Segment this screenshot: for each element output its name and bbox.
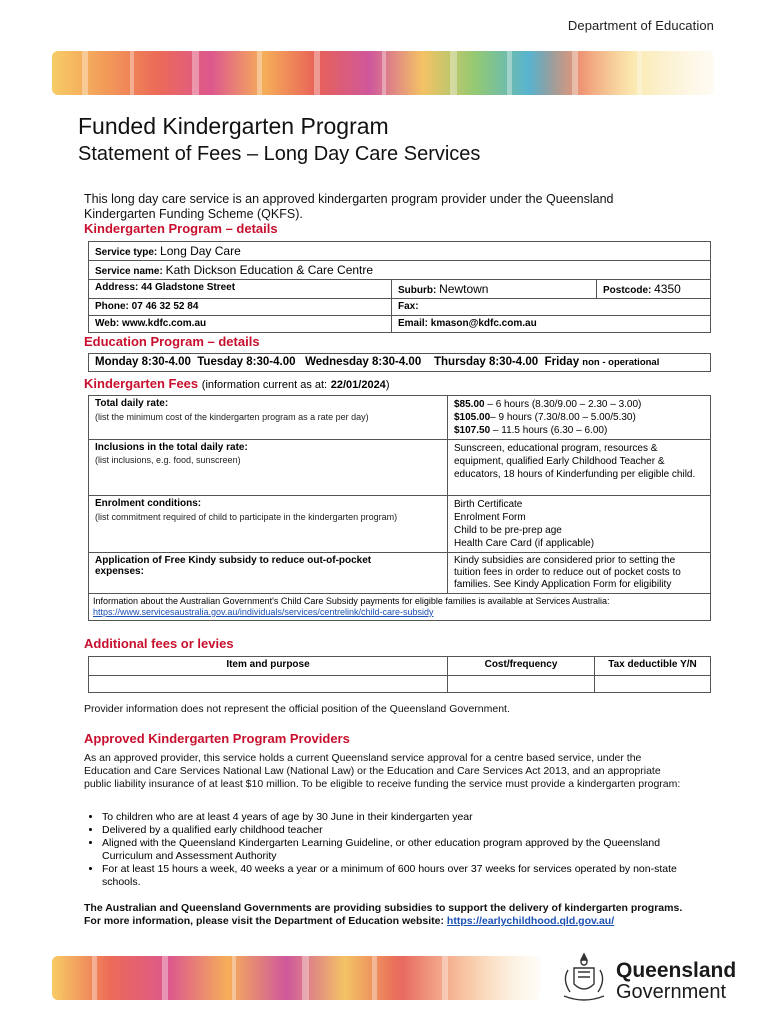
fees-info-date: 22/01/2024 bbox=[330, 379, 386, 391]
inclusions-value: Sunscreen, educational program, resources & equipment, qualified Early Childhood Teacher & educators, 18 hours of Kinderfunding per eligible child. bbox=[448, 440, 711, 496]
tuesday-hours: Tuesday 8:30-4.00 bbox=[197, 356, 296, 368]
ccs-link[interactable]: https://www.servicesaustralia.gov.au/individuals/services/centrelink/child-care-subsidy bbox=[93, 607, 434, 617]
education-heading: Education Program – details bbox=[84, 334, 260, 349]
logo-line2: Government bbox=[616, 981, 727, 1003]
coat-of-arms-icon bbox=[558, 950, 610, 1006]
daily-rate-label: Total daily rate: bbox=[95, 398, 169, 409]
phone-cell: Phone: 07 46 32 52 84 bbox=[89, 299, 392, 316]
enrolment-item: Birth Certificate bbox=[454, 499, 523, 510]
service-type-cell bbox=[89, 242, 711, 261]
watercolor-banner-graphic bbox=[52, 47, 714, 99]
top-banner bbox=[52, 47, 714, 99]
daily-rate-values bbox=[448, 396, 711, 440]
fees-heading: Kindergarten Fees bbox=[84, 376, 199, 391]
thursday-hours: Thursday 8:30-4.00 bbox=[434, 356, 539, 368]
col-item-header: Item and purpose bbox=[89, 657, 448, 676]
bottom-banner bbox=[52, 952, 540, 1004]
rate1-amount: $85.00 bbox=[454, 399, 485, 410]
intro-text: This long day care service is an approved kindergarten program provider under the Queensland Kindergarten Funding Scheme (QKFS). bbox=[84, 192, 614, 221]
footer-note-text: The Australian and Queensland Governments are providing subsidies to support the delivery of kindergarten programs. For more information, please visit the Department of Education website: bbox=[84, 902, 683, 927]
service-name-label: Service name: bbox=[95, 266, 163, 277]
suburb-cell bbox=[392, 280, 597, 299]
ccs-info: Information about the Australian Government's Child Care Subsidy payments for eligible families is available at Services Australia: bbox=[93, 596, 610, 606]
kindy-label-cell bbox=[89, 553, 448, 594]
rate1-text: – 6 hours (8.30/9.00 – 2.30 – 3.00) bbox=[484, 399, 642, 410]
col-cost-header: Cost/frequency bbox=[448, 657, 595, 676]
wednesday-hours: Wednesday 8:30-4.00 bbox=[305, 356, 422, 368]
additional-heading: Additional fees or levies bbox=[84, 636, 234, 651]
rate2-text: – 9 hours (7.30/8.00 – 5.00/5.30) bbox=[490, 412, 636, 423]
program-details-heading: Kindergarten Program – details bbox=[84, 221, 278, 236]
service-type-value: Long Day Care bbox=[160, 244, 241, 258]
enrolment-item: Enrolment Form bbox=[454, 512, 526, 523]
list-item: • To children who are at least 4 years of age by 30 June in their kindergarten year bbox=[102, 811, 690, 824]
enrolment-note: (list commitment required of child to participate in the kindergarten program) bbox=[95, 512, 398, 522]
watercolor-banner-graphic bbox=[52, 952, 540, 1004]
disclaimer: Provider information does not represent the official position of the Queensland Government. bbox=[84, 703, 510, 715]
page-subtitle: Statement of Fees – Long Day Care Services bbox=[78, 143, 481, 165]
inclusions-label-cell bbox=[89, 440, 448, 496]
daily-rate-note: (list the minimum cost of the kindergarten program as a rate per day) bbox=[95, 412, 369, 422]
friday-note: non - operational bbox=[582, 357, 660, 368]
footer-note-link[interactable]: https://earlychildhood.qld.gov.au/ bbox=[446, 915, 615, 927]
fax-cell: Fax: bbox=[392, 299, 711, 316]
list-item: • Delivered by a qualified early childhood teacher bbox=[102, 824, 690, 837]
fees-heading-row bbox=[84, 376, 389, 391]
page-title: Funded Kindergarten Program bbox=[78, 113, 389, 139]
daily-rate-label-cell bbox=[89, 396, 448, 440]
enrolment-values bbox=[448, 496, 711, 553]
additional-fees-table bbox=[88, 656, 711, 693]
fees-info-suffix: ) bbox=[385, 379, 390, 391]
postcode-value: 4350 bbox=[654, 282, 681, 296]
approved-paragraph: As an approved provider, this service holds a current Queensland service approval for a centre based service, under the Education and Care Services National Law (National Law) or the Education and Care Services Act 2013, and an appropriate public liability insurance of at least $10 million. To be eligible to receive funding the service must provide a kindergarten program: bbox=[84, 752, 681, 790]
ccs-info-cell bbox=[89, 594, 711, 621]
footer-note bbox=[84, 902, 690, 928]
logo-line1: Queensland bbox=[616, 959, 737, 982]
department-name: Department of Education bbox=[567, 18, 714, 33]
rate3-amount: $107.50 bbox=[454, 425, 491, 436]
suburb-value: Newtown bbox=[439, 282, 489, 296]
rate3-text: – 11.5 hours (6.30 – 6.00) bbox=[490, 425, 608, 436]
fees-table bbox=[88, 395, 711, 621]
rate2-amount: $105.00 bbox=[454, 412, 491, 423]
requirements-list bbox=[84, 811, 690, 889]
postcode-label: Postcode: bbox=[603, 285, 652, 296]
inclusions-note: (list inclusions, e.g. food, sunscreen) bbox=[95, 455, 241, 465]
schedule-row bbox=[89, 354, 711, 372]
service-type-label: Service type: bbox=[95, 247, 158, 258]
inclusions-label: Inclusions in the total daily rate: bbox=[95, 442, 248, 453]
additional-item-cell[interactable] bbox=[89, 676, 448, 693]
enrolment-item: Health Care Card (if applicable) bbox=[454, 538, 595, 549]
kindy-value: Kindy subsidies are considered prior to setting the tuition fees in order to reduce out of pocket costs to families. See Kindy Application Form for eligibility bbox=[448, 553, 711, 594]
enrolment-label-cell bbox=[89, 496, 448, 553]
list-item: • Aligned with the Queensland Kindergarten Learning Guideline, or other education program approved by the Queensland Curriculum and Assessment Authority bbox=[102, 837, 690, 863]
postcode-cell bbox=[597, 280, 711, 299]
fees-info-prefix: (information current as at: bbox=[201, 379, 328, 391]
address-cell: Address: 44 Gladstone Street bbox=[89, 280, 392, 299]
approved-bullets bbox=[84, 811, 690, 889]
email-cell: Email: kmason@kdfc.com.au bbox=[392, 316, 711, 333]
approved-heading: Approved Kindergarten Program Providers bbox=[84, 731, 350, 746]
service-name-value: Kath Dickson Education & Care Centre bbox=[165, 263, 374, 277]
monday-hours: Monday 8:30-4.00 bbox=[95, 356, 191, 368]
service-name-cell bbox=[89, 261, 711, 280]
program-details-table bbox=[88, 241, 711, 333]
education-schedule-table bbox=[88, 353, 711, 372]
list-item: • For at least 15 hours a week, 40 weeks a year or a minimum of 600 hours over 37 weeks for services operated by non-state schools. bbox=[102, 863, 690, 889]
suburb-label: Suburb: bbox=[398, 285, 437, 296]
enrolment-label: Enrolment conditions: bbox=[95, 498, 202, 509]
qld-government-logo bbox=[558, 950, 737, 1006]
additional-cost-cell[interactable] bbox=[448, 676, 595, 693]
kindy-label: Application of Free Kindy subsidy to reduce out-of-pocket expenses: bbox=[95, 555, 372, 577]
enrolment-item: Child to be pre-prep age bbox=[454, 525, 562, 536]
col-tax-header: Tax deductible Y/N bbox=[595, 657, 711, 676]
web-cell: Web: www.kdfc.com.au bbox=[89, 316, 392, 333]
additional-tax-cell[interactable] bbox=[595, 676, 711, 693]
friday-label: Friday bbox=[544, 356, 580, 368]
